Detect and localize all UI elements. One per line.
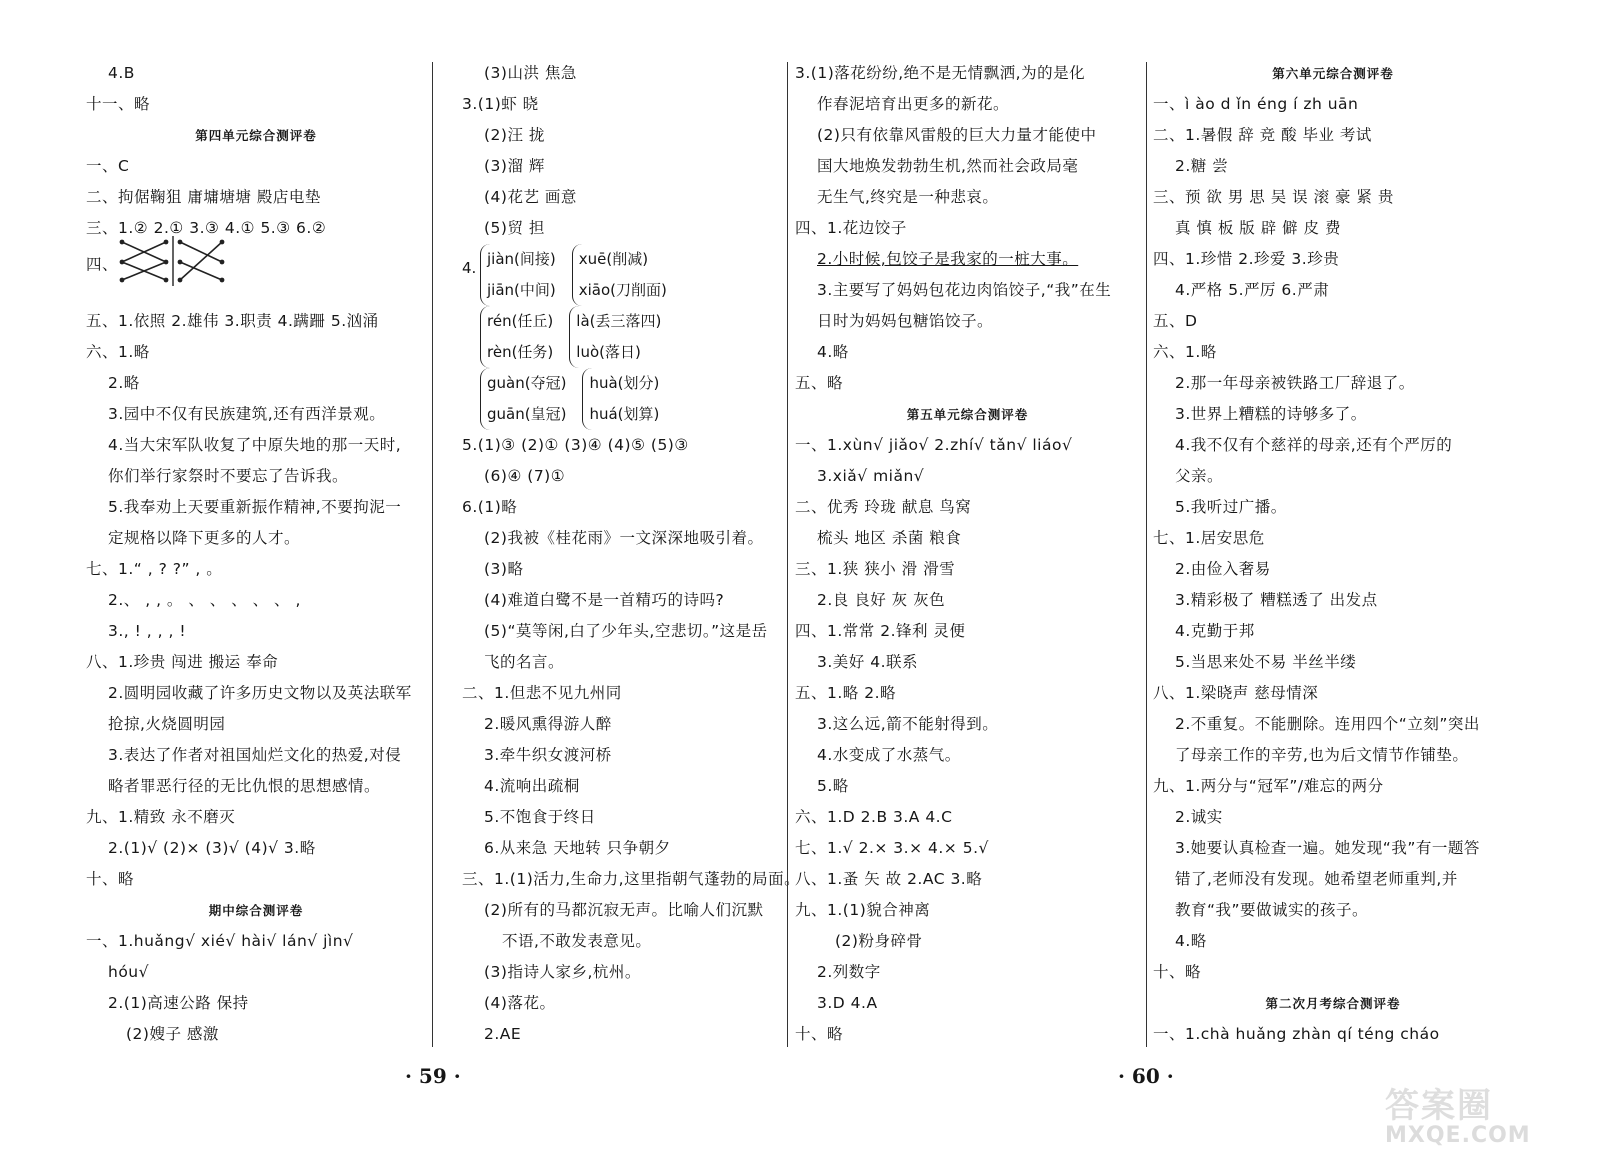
answer-line: 6.(1)略 [462, 498, 518, 516]
answer-line: (4)花艺 画意 [484, 188, 577, 206]
answer-line: 了母亲工作的辛劳,也为后文情节作铺垫。 [1175, 746, 1469, 764]
answer-line: 飞的名言。 [484, 653, 565, 671]
answer-line: 不语,不敢发表意见。 [502, 932, 652, 950]
pinyin-pair [480, 368, 566, 430]
pinyin-reading: là(丢三落四) [576, 312, 662, 330]
answer-line: 略者罪恶行径的无比仇恨的思想感情。 [108, 777, 381, 795]
answer-line: 教育“我”要做诚实的孩子。 [1175, 901, 1369, 919]
answer-line: 2.AE [484, 1025, 522, 1043]
answer-line: 4.B [108, 64, 135, 82]
answer-line: 3., ! , , , ! [108, 622, 187, 640]
section-title: 第六单元综合测评卷 [1272, 66, 1394, 81]
answer-line: 3.美好 4.联系 [817, 653, 919, 671]
answer-line: 五、1.依照 2.雄伟 3.职责 4.蹒跚 5.汹涌 [86, 312, 379, 330]
answer-line: 3.牵牛织女渡河桥 [484, 746, 612, 764]
answer-line: 2.诚实 [1175, 808, 1223, 826]
answer-line: 日时为妈妈包糖馅饺子。 [817, 312, 994, 330]
answer-line: 九、1.精致 永不磨灭 [86, 808, 236, 826]
answer-line: 2.(1)高速公路 保持 [108, 994, 249, 1012]
answer-line: 3.她要认真检查一遍。她发现“我”有一题答 [1175, 839, 1480, 857]
answer-line: 3.这么远,箭不能射得到。 [817, 715, 999, 733]
answer-line: 九、1.两分与“冠军”/难忘的两分 [1153, 777, 1384, 795]
page-number-left: · 59 · [405, 1064, 461, 1088]
answer-line: 二、优秀 玲珑 献息 鸟窝 [795, 498, 972, 516]
pinyin-reading: guàn(夺冠) [487, 374, 567, 392]
answer-line: 2.略 [108, 374, 140, 392]
answer-line: (2)我被《桂花雨》一文深深地吸引着。 [484, 529, 764, 547]
answer-line: 5.我奉劝上天要重新振作精神,不要拘泥一 [108, 498, 402, 516]
answer-line: 四、1.花边饺子 [795, 219, 907, 237]
answer-line: 四、1.珍惜 2.珍爱 3.珍贵 [1153, 250, 1340, 268]
answer-line: 三、1.(1)活力,生命力,这里指朝气蓬勃的局面。 [462, 870, 801, 888]
answer-line: (5)“莫等闲,白了少年头,空悲切。”这是岳 [484, 622, 768, 640]
answer-line: 3.表达了作者对祖国灿烂文化的热爱,对侵 [108, 746, 402, 764]
answer-line: 父亲。 [1175, 467, 1224, 485]
answer-line: 4.略 [1175, 932, 1207, 950]
answer-line: 十、略 [1153, 963, 1202, 981]
answer-line: 一、1.huǎng√ xié√ hài√ lán√ jìn√ [86, 932, 354, 950]
answer-line: 2.小时候,包饺子是我家的一桩大事。 [817, 250, 1079, 268]
answer-line: (2)嫂子 感激 [126, 1025, 219, 1043]
pinyin-group [462, 244, 782, 306]
answer-line: (2)粉身碎骨 [835, 932, 923, 950]
answer-line: 十、略 [795, 1025, 844, 1043]
matching-dot [120, 278, 125, 283]
matching-dot [220, 240, 225, 245]
answer-line: 六、1.D 2.B 3.A 4.C [795, 808, 953, 826]
answer-line: (3)略 [484, 560, 524, 578]
pinyin-reading: huá(划算) [589, 405, 660, 423]
answer-line: 定规格以降下更多的人才。 [108, 529, 301, 547]
answer-line: (2)只有依靠风雷般的巨大力量才能使中 [817, 126, 1097, 144]
matching-lines-diagram [118, 234, 228, 286]
answer-line: 十、略 [86, 870, 135, 888]
answer-line: 2.不重复。不能删除。连用四个“立刻”突出 [1175, 715, 1480, 733]
answer-line: 3.精彩极了 糟糕透了 出发点 [1175, 591, 1378, 609]
answer-line: (3)山洪 焦急 [484, 64, 577, 82]
answer-line: 无生气,终究是一种悲哀。 [817, 188, 999, 206]
answer-line: 六、1.略 [1153, 343, 1217, 361]
answer-line: (2)所有的马都沉寂无声。比喻人们沉默 [484, 901, 764, 919]
answer-label: 四、 [86, 255, 119, 274]
answer-line: 2.列数字 [817, 963, 881, 981]
pinyin-group [462, 306, 782, 368]
pinyin-group [462, 368, 782, 430]
answer-line: 抢掠,火烧圆明园 [108, 715, 226, 733]
answer-line: 七、1.√ 2.× 3.× 4.× 5.√ [795, 839, 989, 857]
answer-line: 4.克勤于邦 [1175, 622, 1255, 640]
answer-line: 2.良 良好 灰 灰色 [817, 591, 946, 609]
answer-line: 2.由俭入奢易 [1175, 560, 1271, 578]
answer-line: 错了,老师没有发现。她希望老师重判,并 [1175, 870, 1458, 888]
matching-line [180, 242, 222, 262]
answer-line: 梳头 地区 杀菌 粮食 [817, 529, 962, 547]
column-2 [462, 58, 801, 1050]
answer-line: 五、1.略 2.略 [795, 684, 897, 702]
answer-line: 三、1.② 2.① 3.③ 4.① 5.③ 6.② [86, 219, 327, 237]
pinyin-pair [480, 306, 553, 368]
watermark-bottom: MXQE.COM [1385, 1123, 1531, 1148]
pinyin-reading: jiān(中间) [487, 281, 556, 299]
answer-line: 4.严格 5.严厉 6.严肃 [1175, 281, 1330, 299]
answer-line: 4.我不仅有个慈祥的母亲,还有个严厉的 [1175, 436, 1453, 454]
matching-dot [220, 260, 225, 265]
answer-line: 四、1.常常 2.锋利 灵便 [795, 622, 966, 640]
answer-line: 六、1.略 [86, 343, 150, 361]
answer-line: 二、1.暑假 辞 竞 酸 毕业 考试 [1153, 126, 1372, 144]
pinyin-reading: xuē(削减) [578, 250, 649, 268]
answer-line: 九、1.(1)貌合神离 [795, 901, 931, 919]
answer-line: (3)溜 辉 [484, 157, 545, 175]
answer-line: hóu√ [108, 963, 150, 981]
answer-line: 4.当大宋军队收复了中原失地的那一天时, [108, 436, 402, 454]
answer-line: 二、拘倨鞠狙 庸墉塘塘 殿店电垫 [86, 188, 321, 206]
answer-line: 八、1.梁晓声 慈母情深 [1153, 684, 1319, 702]
answer-line [86, 244, 426, 306]
matching-dot [164, 240, 169, 245]
matching-dot [120, 240, 125, 245]
answer-line: 一、C [86, 157, 130, 175]
answer-line: (2)汪 拢 [484, 126, 545, 144]
answer-line: 5.不饱食于终日 [484, 808, 596, 826]
answer-line: (4)落花。 [484, 994, 556, 1012]
answer-line: 5.当思来处不易 半丝半缕 [1175, 653, 1357, 671]
answer-line: 八、1.珍贵 闯进 搬运 奉命 [86, 653, 279, 671]
matching-dot [164, 260, 169, 265]
answer-line: 3.(1)虾 晓 [462, 95, 539, 113]
pinyin-reading: jiàn(间接) [487, 250, 556, 268]
answer-line: 三、预 欲 男 思 吴 误 滚 豪 紧 贵 [1153, 188, 1394, 206]
pinyin-pair [480, 244, 556, 306]
matching-dot [178, 240, 183, 245]
pinyin-pair [569, 306, 661, 368]
answer-line: 八、1.蚤 矢 故 2.AC 3.略 [795, 870, 983, 888]
answer-line: 3.世界上糟糕的诗够多了。 [1175, 405, 1367, 423]
section-title: 期中综合测评卷 [208, 903, 304, 918]
pinyin-reading: rén(任丘) [487, 312, 554, 330]
answer-line: 4.略 [817, 343, 849, 361]
answer-line: 5.(1)③ (2)① (3)④ (4)⑤ (5)③ [462, 436, 689, 454]
answer-line: 你们举行家祭时不要忘了告诉我。 [108, 467, 349, 485]
answer-line: (4)难道白鹭不是一首精巧的诗吗? [484, 591, 725, 609]
answer-line: 一、1.chà huǎng zhàn qí téng cháo [1153, 1025, 1440, 1043]
answer-line: 3.D 4.A [817, 994, 878, 1012]
answer-line: 一、1.xùn√ jiǎo√ 2.zhí√ tǎn√ liáo√ [795, 436, 1073, 454]
answer-line: 2.暖风熏得游人醉 [484, 715, 612, 733]
answer-line: 一、ì ào d ǐn éng í zh uān [1153, 95, 1359, 113]
column-divider-1 [432, 62, 433, 1047]
answer-line: 2.(1)√ (2)× (3)√ (4)√ 3.略 [108, 839, 316, 857]
column-divider-3 [1146, 62, 1147, 1047]
answer-line: 2.糖 尝 [1175, 157, 1229, 175]
answer-line: 3.xiǎ√ miǎn√ [817, 467, 925, 485]
answer-line: 二、1.但悲不见九州同 [462, 684, 622, 702]
pinyin-pair [582, 368, 659, 430]
pinyin-reading: luò(落日) [576, 343, 641, 361]
pinyin-reading: guān(皇冠) [487, 405, 567, 423]
column-3 [795, 58, 1140, 1050]
answer-line: 4.流响出疏桐 [484, 777, 580, 795]
answer-line: (5)贸 担 [484, 219, 545, 237]
answer-line: 五、D [1153, 312, 1198, 330]
answer-line: 七、1.居安思危 [1153, 529, 1265, 547]
matching-dot [178, 278, 183, 283]
matching-dot [178, 260, 183, 265]
answer-line: 5.我听过广播。 [1175, 498, 1287, 516]
answer-line: 2.、 , , 。 、 、 、 、 、 , [108, 591, 301, 609]
answer-line: 五、略 [795, 374, 844, 392]
column-1 [86, 58, 426, 1050]
column-divider-2 [787, 62, 788, 1047]
section-title: 第五单元综合测评卷 [906, 407, 1029, 422]
answer-line: 十一、略 [86, 95, 151, 113]
matching-dot [120, 260, 125, 265]
answer-line: 6.从来急 天地转 只争朝夕 [484, 839, 671, 857]
answer-line: 作春泥培育出更多的新花。 [817, 95, 1010, 113]
pinyin-pair [572, 244, 667, 306]
watermark-logo [1385, 1078, 1565, 1148]
section-title: 第四单元综合测评卷 [195, 128, 317, 143]
pinyin-group-number: 4. [462, 259, 477, 277]
answer-line: 5.略 [817, 777, 849, 795]
answer-line: (6)④ (7)① [484, 467, 566, 485]
answer-line: 七、1.“ , ? ?” , 。 [86, 560, 223, 578]
pinyin-reading: huà(划分) [589, 374, 660, 392]
answer-line: 3.园中不仅有民族建筑,还有西洋景观。 [108, 405, 386, 423]
answer-line: 国大地焕发勃勃生机,然而社会政局毫 [817, 157, 1079, 175]
matching-dot [164, 278, 169, 283]
answer-line: 3.(1)落花纷纷,绝不是无情飘洒,为的是化 [795, 64, 1086, 82]
pinyin-reading: rèn(任务) [487, 343, 554, 361]
page-number-right: · 60 · [1118, 1064, 1174, 1088]
answer-line: 2.圆明园收藏了许多历史文物以及英法联军 [108, 684, 412, 702]
matching-line [180, 242, 222, 280]
answer-line: 真 慎 板 版 辟 僻 皮 费 [1175, 219, 1341, 237]
answer-line: 2.那一年母亲被铁路工厂辞退了。 [1175, 374, 1415, 392]
answer-line: (3)指诗人家乡,杭州。 [484, 963, 641, 981]
column-4 [1153, 58, 1513, 1050]
answer-line: 3.主要写了妈妈包花边肉馅饺子,“我”在生 [817, 281, 1112, 299]
matching-dot [220, 278, 225, 283]
answer-line: 三、1.狭 狭小 滑 滑雪 [795, 560, 956, 578]
section-title: 第二次月考综合测评卷 [1265, 996, 1401, 1011]
pinyin-reading: xiāo(刀削面) [578, 281, 667, 299]
watermark-top: 答案圈 [1385, 1086, 1493, 1126]
matching-line [180, 262, 222, 280]
answer-line: 4.水变成了水蒸气。 [817, 746, 961, 764]
